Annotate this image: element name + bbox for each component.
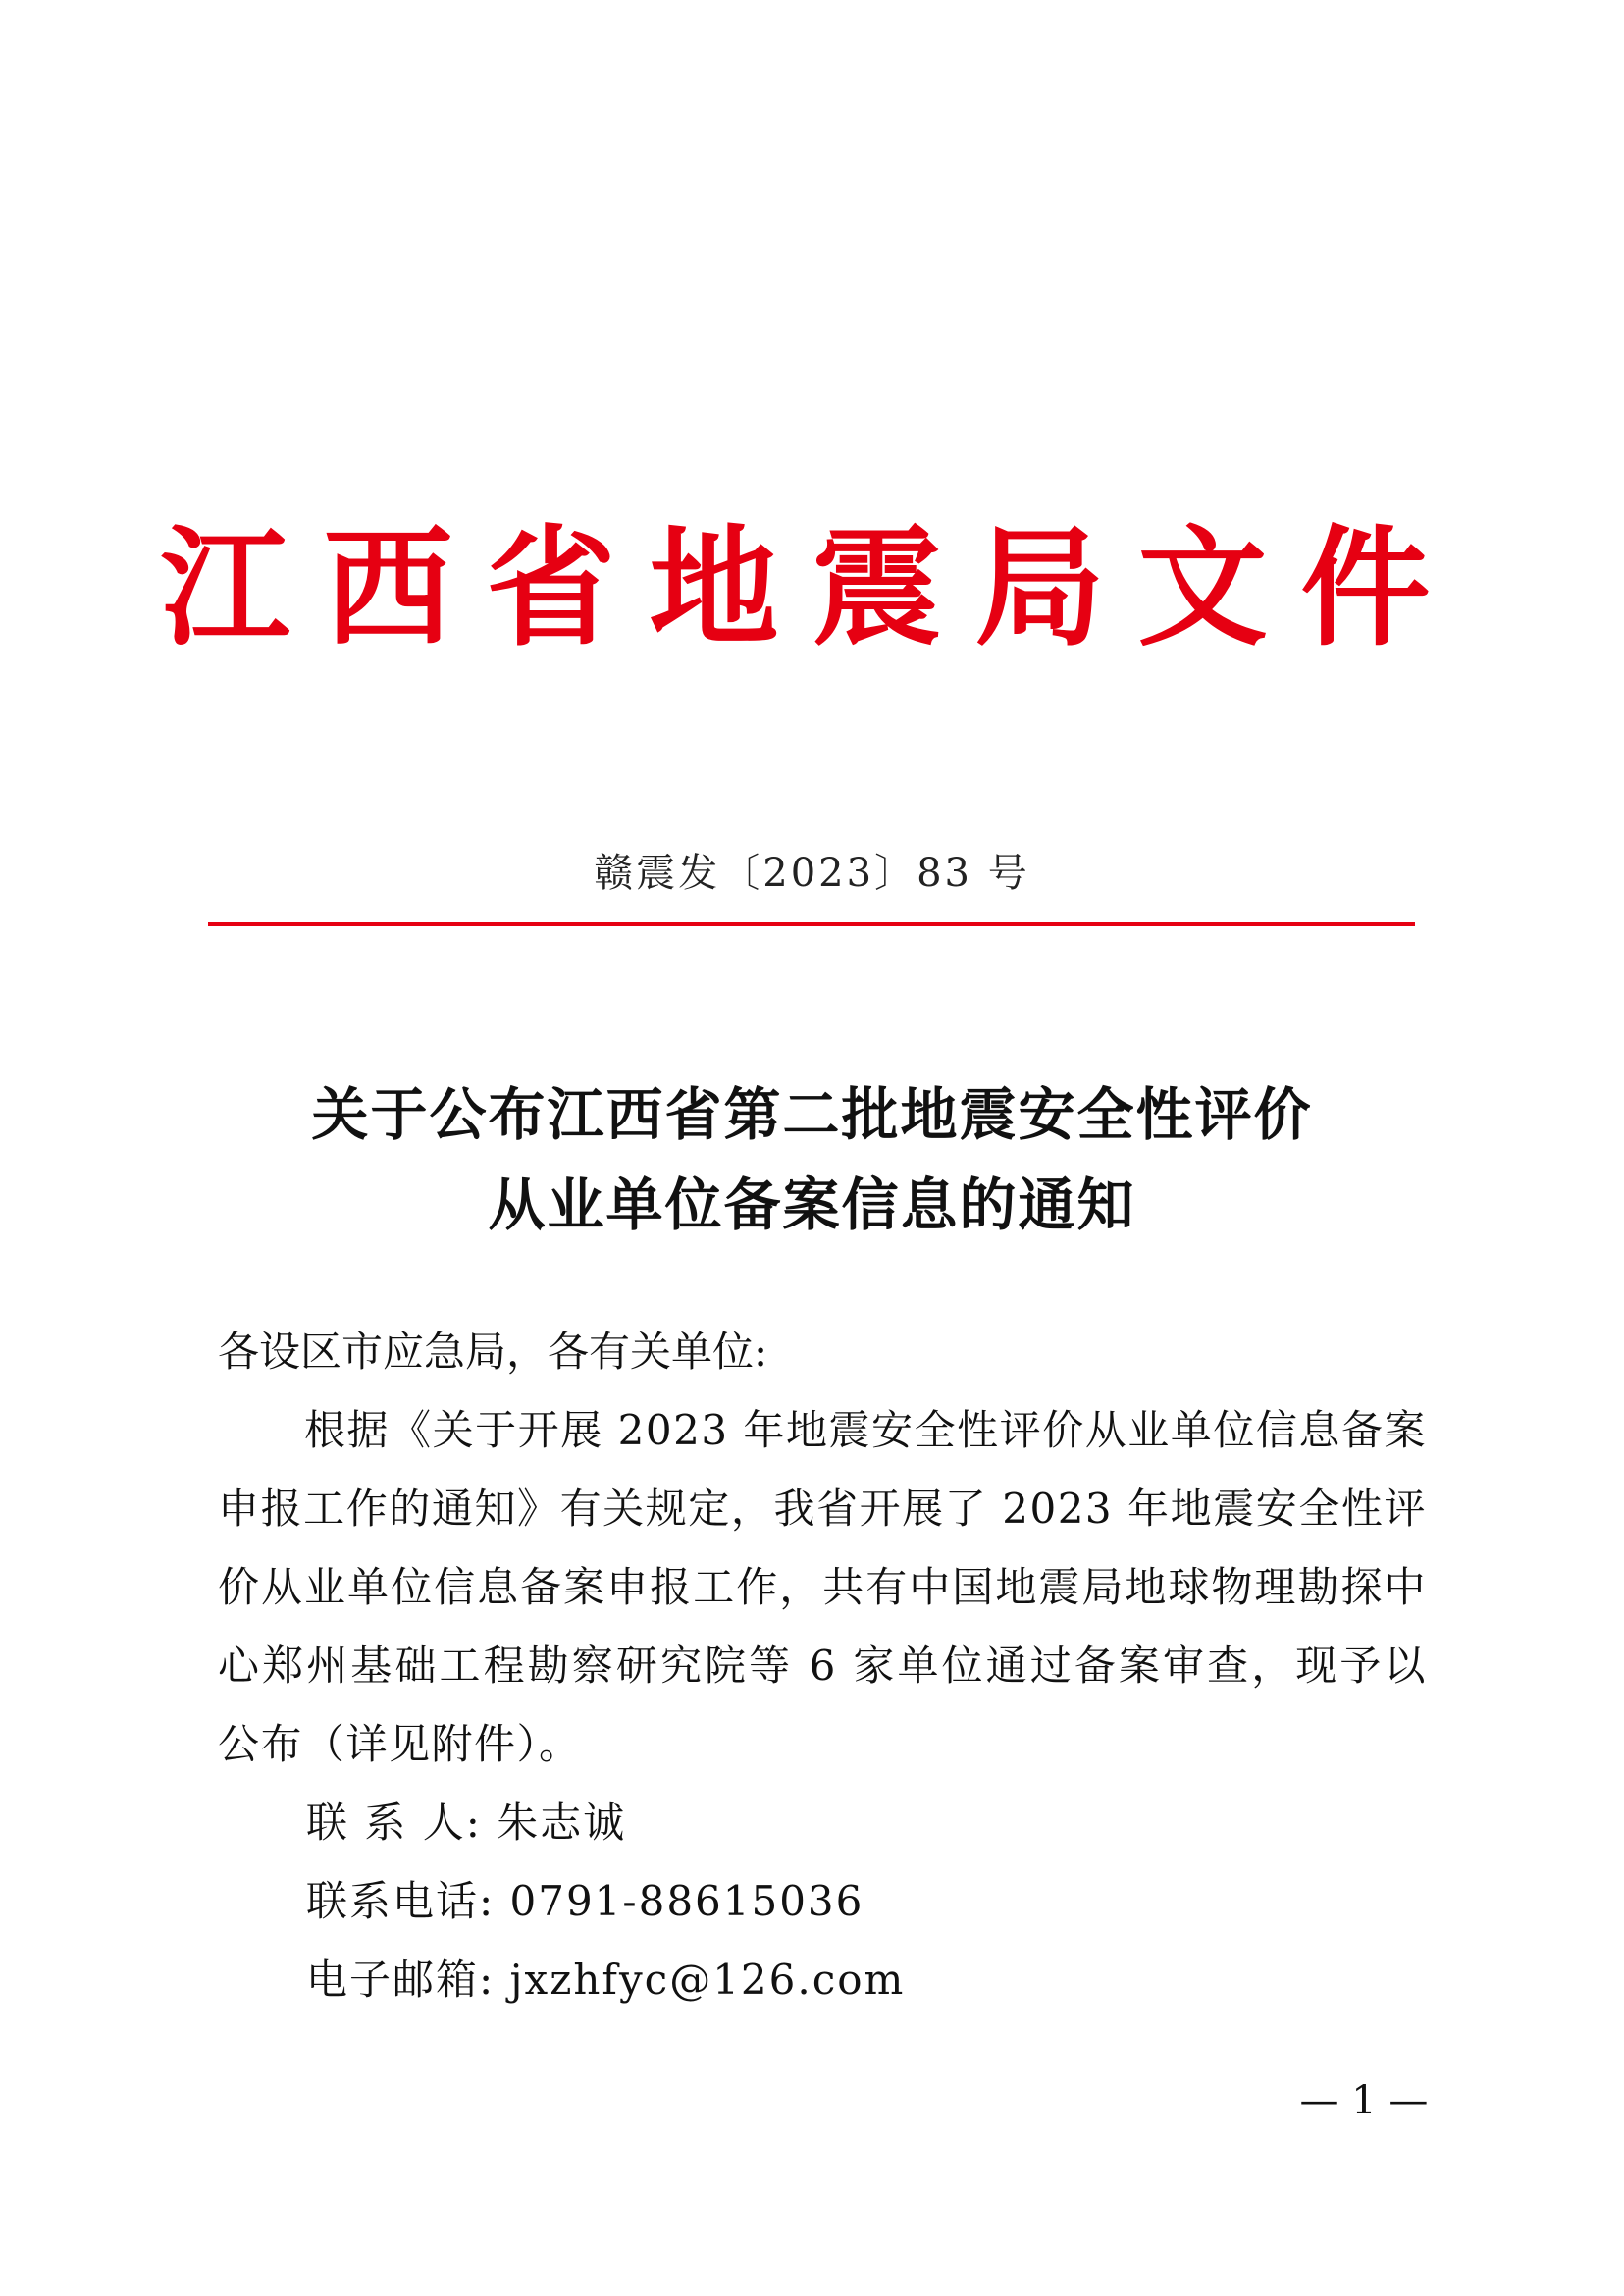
- contact-person-value: 朱志诚: [497, 1799, 627, 1847]
- contact-email-label: 电子邮箱:: [306, 1956, 496, 2004]
- contact-email-line: [218, 1941, 1427, 2019]
- notice-title-line-2: 从业单位备案信息的通知: [488, 1172, 1136, 1238]
- contact-email-value: jxzhfyc@126.com: [509, 1956, 906, 2004]
- page-number: — 1 —: [1299, 2078, 1429, 2123]
- notice-body: [218, 1313, 1427, 2019]
- salutation: 各设区市应急局，各有关单位:: [218, 1328, 768, 1376]
- document-number: 赣震发〔2023〕83 号: [594, 851, 1030, 896]
- notice-title: [0, 1070, 1624, 1250]
- contact-person-line: [218, 1784, 1427, 1862]
- contact-phone-line: [218, 1862, 1427, 1941]
- contact-phone-label: 联系电话:: [306, 1877, 496, 1925]
- red-divider-line: [208, 922, 1415, 926]
- body-paragraph: 根据《关于开展 2023 年地震安全性评价从业单位信息备案申报工作的通知》有关规定，我省开展了 2023 年地震安全性评价从业单位信息备案申报工作，共有中国地震局地球物理勘探中心郑州基础工程勘察研究院等 6 家单位通过备案审查，现予以公布（详见附件）。: [218, 1406, 1427, 1768]
- notice-title-line-1: 关于公布江西省第二批地震安全性评价: [311, 1081, 1313, 1148]
- masthead-title: 江西省地震局文件: [160, 512, 1464, 664]
- contact-phone-value: 0791-88615036: [509, 1877, 864, 1925]
- contact-person-label: 联 系 人:: [306, 1799, 482, 1847]
